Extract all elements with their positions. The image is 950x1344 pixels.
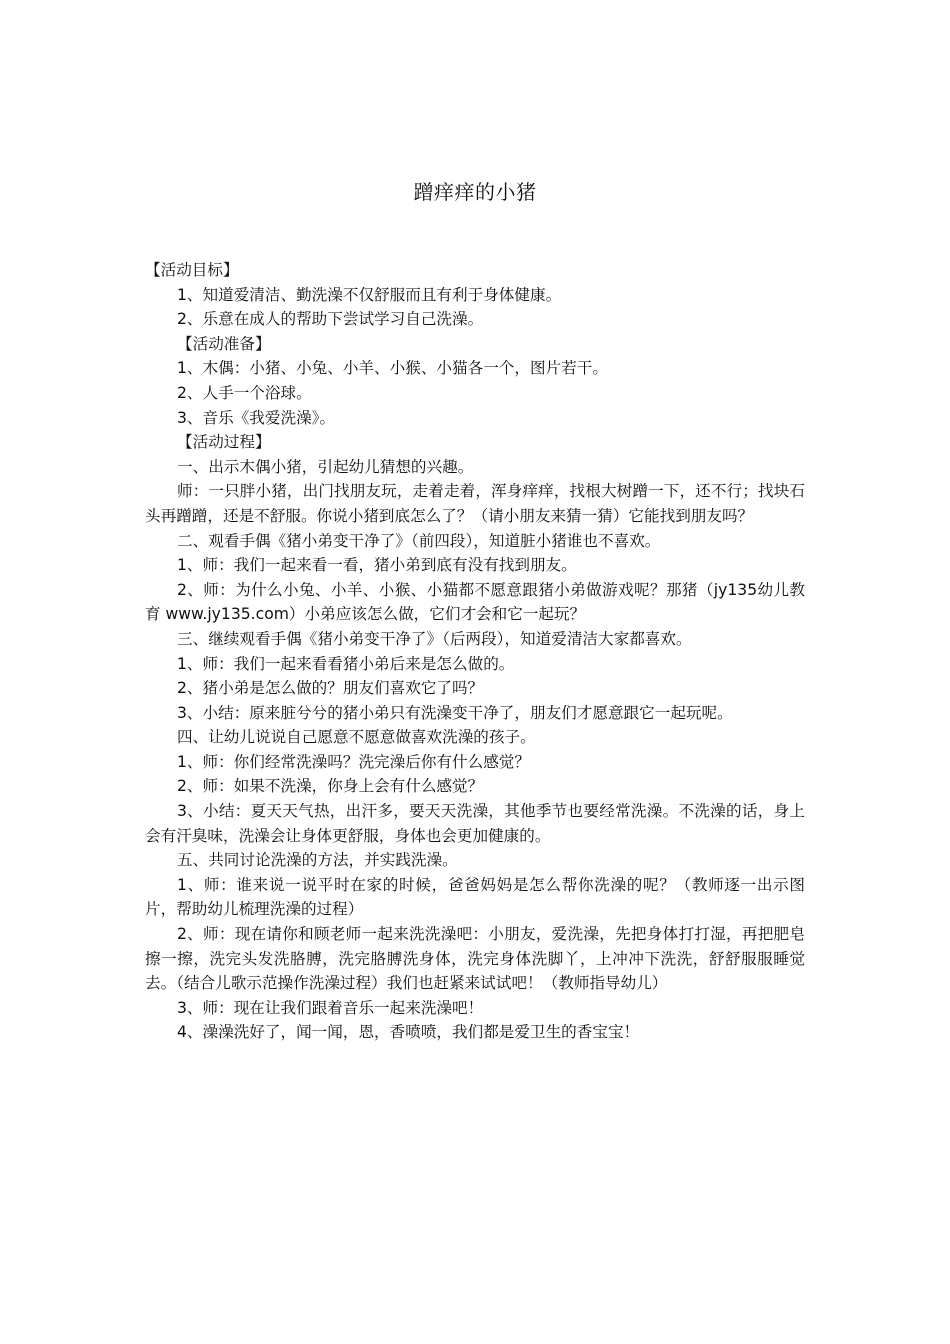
paragraph: 二、观看手偶《猪小弟变干净了》（前四段），知道脏小猪谁也不喜欢。 [177, 531, 661, 550]
document-title: 蹭痒痒的小猪 [413, 180, 537, 204]
paragraph: 2、师：如果不洗澡，你身上会有什么感觉？ [177, 777, 484, 796]
paragraph: 3、小结：原来脏兮兮的猪小弟只有洗澡变干净了，朋友们才愿意跟它一起玩呢。 [177, 703, 733, 722]
paragraph: 一、出示木偶小猪，引起幼儿猜想的兴趣。 [177, 457, 474, 476]
paragraph: 1、师：我们一起来看一看，猪小弟到底有没有找到朋友。 [177, 556, 577, 575]
paragraph: 3、音乐《我爱洗澡》。 [177, 408, 336, 427]
paragraph: 1、木偶：小猪、小兔、小羊、小猴、小猫各一个，图片若干。 [177, 359, 608, 378]
paragraph: 1、师：我们一起来看看猪小弟后来是怎么做的。 [177, 654, 515, 673]
paragraph: 师：一只胖小猪，出门找朋友玩，走着走着，浑身痒痒，找根大树蹭一下，还不行；找块石头再蹭蹭，还是不舒服。你说小猪到底怎么了？（请小朋友来猜一猜）它能找到朋友吗？ [145, 482, 805, 525]
paragraph: 1、知道爱清洁、勤洗澡不仅舒服而且有利于身体健康。 [177, 285, 562, 304]
paragraph: 四、让幼儿说说自己愿意不愿意做喜欢洗澡的孩子。 [177, 728, 536, 747]
paragraph: 五、共同讨论洗澡的方法，并实践洗澡。 [177, 851, 458, 870]
document-body [145, 258, 805, 1045]
paragraph: 2、猪小弟是怎么做的？朋友们喜欢它了吗？ [177, 679, 484, 698]
paragraph: 2、师：为什么小兔、小羊、小猴、小猫都不愿意跟猪小弟做游戏呢？那猪（jy135幼儿教育 www.jy135.com）小弟应该怎么做，它们才会和它一起玩？ [145, 580, 805, 624]
paragraph: 【活动目标】 [145, 261, 239, 279]
paragraph: 2、人手一个浴球。 [177, 383, 312, 402]
paragraph: 【活动准备】 [177, 334, 271, 353]
paragraph: 1、师：你们经常洗澡吗？洗完澡后你有什么感觉？ [177, 752, 530, 771]
paragraph: 三、继续观看手偶《猪小弟变干净了》（后两段），知道爱清洁大家都喜欢。 [177, 629, 692, 648]
paragraph: 【活动过程】 [177, 433, 271, 452]
paragraph: 4、澡澡洗好了，闻一闻，恩，香喷喷，我们都是爱卫生的香宝宝！ [177, 1023, 640, 1042]
paragraph: 2、师：现在请你和顾老师一起来洗洗澡吧：小朋友，爱洗澡，先把身体打打湿，再把肥皂擦一擦，洗完头发洗胳膊，洗完胳膊洗身体，洗完身体洗脚丫，上冲冲下洗洗，舒舒服服睡觉去。（结合儿歌示范操作洗澡过程）我们也赶紧来试试吧！（教师指导幼儿） [145, 925, 805, 993]
paragraph: 3、小结：夏天天气热，出汗多，要天天洗澡，其他季节也要经常洗澡。不洗澡的话，身上会有汗臭味，洗澡会让身体更舒服，身体也会更加健康的。 [145, 802, 805, 845]
paragraph: 2、乐意在成人的帮助下尝试学习自己洗澡。 [177, 310, 484, 329]
paragraph: 1、师：谁来说一说平时在家的时候，爸爸妈妈是怎么帮你洗澡的呢？（教师逐一出示图片，帮助幼儿梳理洗澡的过程） [145, 875, 805, 919]
paragraph: 3、师：现在让我们跟着音乐一起来洗澡吧！ [177, 998, 484, 1017]
